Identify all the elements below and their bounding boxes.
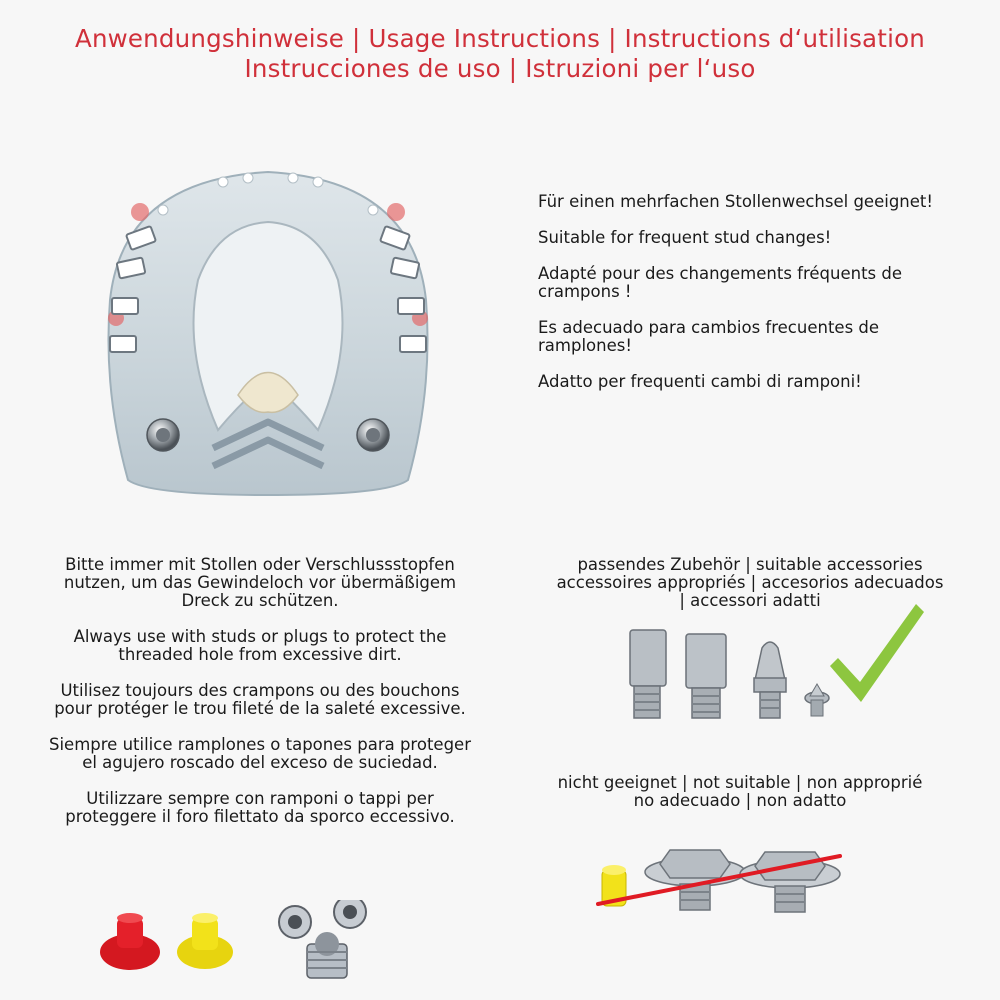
features-list [538, 193, 958, 409]
accessories-line-3: | accessori adatti [679, 591, 821, 610]
plugs-image [95, 900, 395, 990]
not-suitable-line-1: nicht geeignet | not suitable | non approprié [557, 773, 923, 792]
title-line-2: Instrucciones de uso | Istruzioni per l‘uso [244, 54, 756, 83]
usage-note-es: Siempre utilice ramplones o tapones para proteger el agujero roscado del exceso de suciedad. [49, 735, 471, 772]
feature-es: Es adecuado para cambios frecuentes de ramplones! [538, 318, 880, 355]
feature-fr: Adapté pour des changements fréquents de crampons ! [538, 264, 903, 301]
usage-note-it: Utilizzare sempre con ramponi o tappi per proteggere il foro filettato da sporco eccessivo. [65, 789, 455, 826]
usage-note-en: Always use with studs or plugs to protect the threaded hole from excessive dirt. [73, 627, 447, 664]
usage-note-fr: Utilisez toujours des crampons ou des bouchons pour protéger le trou fileté de la saleté excessive. [54, 681, 466, 718]
accessories-image [620, 600, 930, 730]
accessories-line-1: passendes Zubehör | suitable accessories [577, 555, 923, 574]
feature-en: Suitable for frequent stud changes! [538, 228, 832, 247]
not-suitable-line-2: no adecuado | non adatto [633, 791, 847, 810]
feature-de: Für einen mehrfachen Stollenwechsel geeignet! [538, 192, 933, 211]
not-suitable-image [590, 840, 860, 920]
accessories-line-2: accessoires appropriés | accesorios adecuados [556, 573, 944, 592]
usage-notes [40, 556, 480, 844]
not-suitable-heading [520, 774, 960, 810]
page-header [0, 24, 1000, 84]
horseshoe-image [88, 150, 448, 500]
feature-it: Adatto per frequenti cambi di ramponi! [538, 372, 862, 391]
checkmark-icon [830, 604, 924, 702]
usage-note-de: Bitte immer mit Stollen oder Verschlussstopfen nutzen, um das Gewindeloch vor übermäßigem Dreck zu schützen. [63, 555, 457, 610]
title-line-1: Anwendungshinweise | Usage Instructions | Instructions d‘utilisation [74, 24, 926, 53]
